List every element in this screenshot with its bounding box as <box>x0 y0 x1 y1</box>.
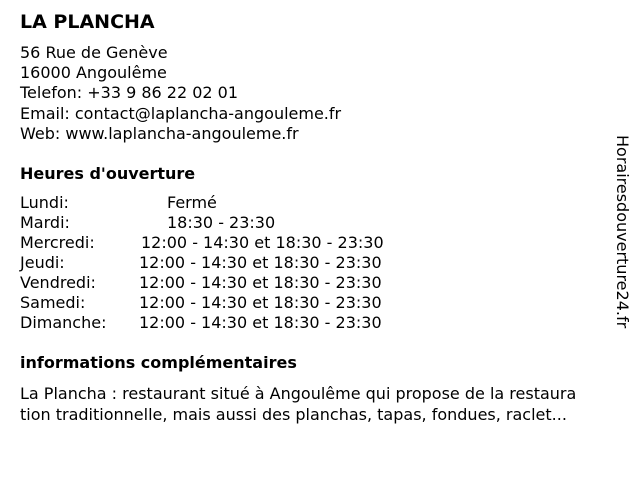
hours-value: 12:00 - 14:30 et 18:30 - 23:30 <box>139 253 382 272</box>
day-label: Dimanche: <box>20 313 107 332</box>
hours-value: 12:00 - 14:30 et 18:30 - 23:30 <box>139 273 382 292</box>
day-label: Mardi: <box>20 213 70 232</box>
day-label: Samedi: <box>20 293 86 312</box>
hours-value: 12:00 - 14:30 et 18:30 - 23:30 <box>139 313 382 332</box>
description-line: La Plancha : restaurant situé à Angoulême qui propose de la restaura <box>20 384 577 403</box>
hours-value: 12:00 - 14:30 et 18:30 - 23:30 <box>139 293 382 312</box>
website-address: Web: www.laplancha-angouleme.fr <box>20 123 299 143</box>
hours-value: 12:00 - 14:30 et 18:30 - 23:30 <box>141 233 384 252</box>
street-address: 56 Rue de Genève <box>20 43 168 62</box>
hours-value: 18:30 - 23:30 <box>167 213 276 232</box>
day-label: Lundi: <box>20 193 69 212</box>
restaurant-description <box>20 383 630 425</box>
city-address: 16000 Angoulême <box>20 63 167 83</box>
additional-info-heading: informations complémentaires <box>20 353 297 372</box>
site-watermark: Horairesdouverture24.fr <box>613 135 632 329</box>
restaurant-name: LA PLANCHA <box>20 11 155 33</box>
phone-number: Telefon: +33 9 86 22 02 01 <box>20 83 239 103</box>
description-line: tion traditionnelle, mais aussi des planchas, tapas, fondues, raclet... <box>20 405 567 424</box>
day-label: Mercredi: <box>20 233 95 252</box>
hours-value: Fermé <box>167 193 217 212</box>
contact-block <box>20 43 341 144</box>
opening-hours-heading: Heures d'ouverture <box>20 164 196 183</box>
day-label: Jeudi: <box>20 253 65 272</box>
day-label: Vendredi: <box>20 273 96 292</box>
email-address: Email: contact@laplancha-angouleme.fr <box>20 103 342 123</box>
